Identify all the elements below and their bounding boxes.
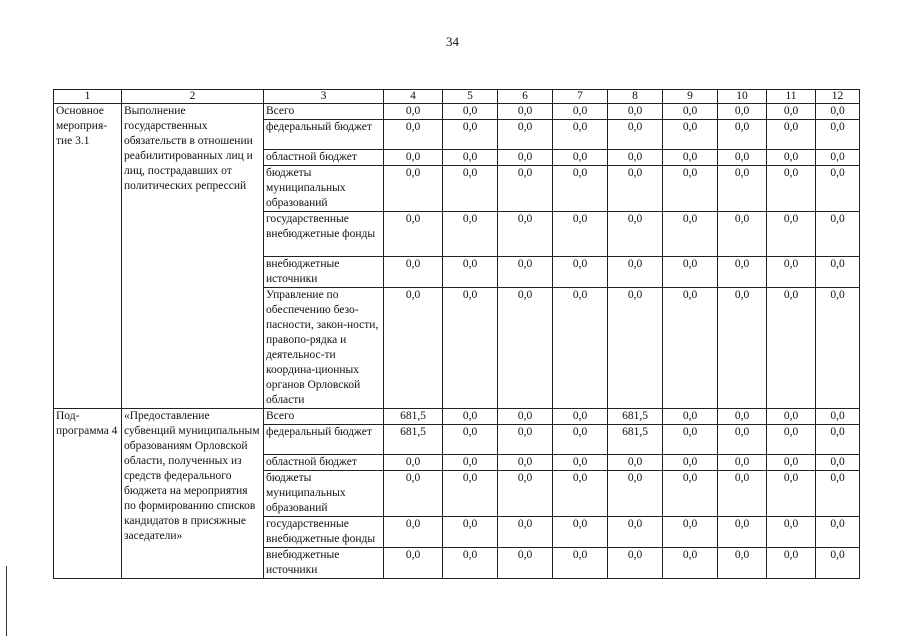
value-cell: 0,0 xyxy=(767,288,816,409)
value-cell: 0,0 xyxy=(498,517,553,548)
value-cell: 0,0 xyxy=(663,257,718,288)
value-cell: 0,0 xyxy=(718,288,767,409)
value-cell: 0,0 xyxy=(384,455,443,471)
value-cell: 0,0 xyxy=(498,150,553,166)
value-cell: 0,0 xyxy=(553,212,608,257)
value-cell: 681,5 xyxy=(384,409,443,425)
value-cell: 0,0 xyxy=(718,425,767,455)
value-cell: 0,0 xyxy=(443,471,498,517)
value-cell: 0,0 xyxy=(553,104,608,120)
value-cell: 0,0 xyxy=(553,517,608,548)
value-cell: 0,0 xyxy=(608,104,663,120)
value-cell: 0,0 xyxy=(608,257,663,288)
value-cell: 0,0 xyxy=(608,548,663,579)
value-cell: 0,0 xyxy=(767,212,816,257)
program-title: Выполнение государственных обязательств в отношении реабилитированных лиц и лиц, пострадавших от политических репрессий xyxy=(122,104,264,409)
value-cell: 0,0 xyxy=(443,409,498,425)
header-cell: 11 xyxy=(767,90,816,104)
value-cell: 0,0 xyxy=(816,548,860,579)
budget-table xyxy=(53,89,860,579)
value-cell: 0,0 xyxy=(663,409,718,425)
funding-source: федеральный бюджет xyxy=(264,120,384,150)
value-cell: 0,0 xyxy=(767,471,816,517)
value-cell: 0,0 xyxy=(718,166,767,212)
value-cell: 0,0 xyxy=(718,455,767,471)
budget-table-body xyxy=(54,90,860,579)
value-cell: 0,0 xyxy=(718,257,767,288)
value-cell: 0,0 xyxy=(443,104,498,120)
value-cell: 0,0 xyxy=(718,471,767,517)
header-cell: 8 xyxy=(608,90,663,104)
value-cell: 0,0 xyxy=(498,471,553,517)
value-cell: 0,0 xyxy=(553,120,608,150)
value-cell: 0,0 xyxy=(553,548,608,579)
value-cell: 0,0 xyxy=(663,150,718,166)
value-cell: 0,0 xyxy=(384,150,443,166)
value-cell: 0,0 xyxy=(718,150,767,166)
value-cell: 0,0 xyxy=(767,104,816,120)
program-code: Основное мероприя-тие 3.1 xyxy=(54,104,122,409)
value-cell: 0,0 xyxy=(718,104,767,120)
value-cell: 0,0 xyxy=(384,548,443,579)
value-cell: 0,0 xyxy=(498,455,553,471)
value-cell: 0,0 xyxy=(718,212,767,257)
value-cell: 0,0 xyxy=(608,212,663,257)
header-cell: 3 xyxy=(264,90,384,104)
value-cell: 0,0 xyxy=(663,104,718,120)
table-row xyxy=(54,104,860,120)
value-cell: 0,0 xyxy=(767,120,816,150)
value-cell: 0,0 xyxy=(384,517,443,548)
value-cell: 0,0 xyxy=(608,166,663,212)
value-cell: 0,0 xyxy=(816,120,860,150)
value-cell: 0,0 xyxy=(498,548,553,579)
value-cell: 0,0 xyxy=(816,257,860,288)
funding-source: бюджеты муниципальных образований xyxy=(264,166,384,212)
value-cell: 0,0 xyxy=(498,257,553,288)
value-cell: 0,0 xyxy=(663,548,718,579)
value-cell: 0,0 xyxy=(718,409,767,425)
value-cell: 0,0 xyxy=(498,120,553,150)
value-cell: 0,0 xyxy=(608,517,663,548)
value-cell: 0,0 xyxy=(498,166,553,212)
value-cell: 0,0 xyxy=(498,425,553,455)
header-cell: 5 xyxy=(443,90,498,104)
value-cell: 0,0 xyxy=(443,150,498,166)
value-cell: 0,0 xyxy=(443,548,498,579)
value-cell: 0,0 xyxy=(816,409,860,425)
value-cell: 0,0 xyxy=(663,166,718,212)
value-cell: 0,0 xyxy=(608,455,663,471)
value-cell: 0,0 xyxy=(663,517,718,548)
value-cell: 681,5 xyxy=(384,425,443,455)
value-cell: 0,0 xyxy=(718,120,767,150)
value-cell: 0,0 xyxy=(443,212,498,257)
value-cell: 0,0 xyxy=(663,471,718,517)
value-cell: 0,0 xyxy=(608,120,663,150)
value-cell: 0,0 xyxy=(384,212,443,257)
margin-line xyxy=(6,566,7,636)
value-cell: 0,0 xyxy=(816,288,860,409)
value-cell: 0,0 xyxy=(553,409,608,425)
value-cell: 0,0 xyxy=(384,471,443,517)
value-cell: 0,0 xyxy=(443,166,498,212)
value-cell: 0,0 xyxy=(443,425,498,455)
header-cell: 4 xyxy=(384,90,443,104)
value-cell: 0,0 xyxy=(498,409,553,425)
value-cell: 0,0 xyxy=(443,517,498,548)
value-cell: 0,0 xyxy=(553,471,608,517)
value-cell: 0,0 xyxy=(767,409,816,425)
funding-source: областной бюджет xyxy=(264,455,384,471)
value-cell: 0,0 xyxy=(553,288,608,409)
value-cell: 0,0 xyxy=(663,120,718,150)
value-cell: 0,0 xyxy=(608,288,663,409)
value-cell: 0,0 xyxy=(816,425,860,455)
value-cell: 0,0 xyxy=(816,150,860,166)
value-cell: 0,0 xyxy=(498,288,553,409)
value-cell: 0,0 xyxy=(384,166,443,212)
page-number: 34 xyxy=(446,34,459,49)
value-cell: 0,0 xyxy=(553,166,608,212)
value-cell: 0,0 xyxy=(767,166,816,212)
funding-source: бюджеты муниципальных образований xyxy=(264,471,384,517)
value-cell: 0,0 xyxy=(663,455,718,471)
value-cell: 0,0 xyxy=(767,455,816,471)
value-cell: 0,0 xyxy=(498,104,553,120)
value-cell: 0,0 xyxy=(553,257,608,288)
value-cell: 0,0 xyxy=(608,471,663,517)
header-cell: 10 xyxy=(718,90,767,104)
funding-source: внебюджетные источники xyxy=(264,257,384,288)
value-cell: 0,0 xyxy=(443,257,498,288)
table-row xyxy=(54,409,860,425)
value-cell: 0,0 xyxy=(816,104,860,120)
program-title: «Предоставление субвенций муниципальным образованиям Орловской области, полученных из средств федерального бюджета на мероприятия по формированию списков кандидатов в присяжные заседатели» xyxy=(122,409,264,579)
value-cell: 0,0 xyxy=(816,166,860,212)
value-cell: 0,0 xyxy=(443,120,498,150)
value-cell: 0,0 xyxy=(767,548,816,579)
value-cell: 0,0 xyxy=(663,425,718,455)
value-cell: 0,0 xyxy=(816,212,860,257)
value-cell: 0,0 xyxy=(384,257,443,288)
value-cell: 0,0 xyxy=(663,212,718,257)
value-cell: 0,0 xyxy=(718,548,767,579)
funding-source: государственные внебюджетные фонды xyxy=(264,212,384,257)
header-cell: 12 xyxy=(816,90,860,104)
value-cell: 0,0 xyxy=(767,150,816,166)
value-cell: 0,0 xyxy=(498,212,553,257)
value-cell: 0,0 xyxy=(767,517,816,548)
funding-source: Управление по обеспечению безо-пасности, закон-ности, правопо-рядка и деятельнос-ти координа-ционных органов Орловской области xyxy=(264,288,384,409)
value-cell: 681,5 xyxy=(608,409,663,425)
value-cell: 0,0 xyxy=(608,150,663,166)
value-cell: 0,0 xyxy=(384,288,443,409)
value-cell: 0,0 xyxy=(443,288,498,409)
value-cell: 0,0 xyxy=(663,288,718,409)
funding-source: областной бюджет xyxy=(264,150,384,166)
header-cell: 1 xyxy=(54,90,122,104)
header-cell: 7 xyxy=(553,90,608,104)
value-cell: 0,0 xyxy=(767,425,816,455)
funding-source: внебюджетные источники xyxy=(264,548,384,579)
value-cell: 0,0 xyxy=(384,120,443,150)
program-code: Под-программа 4 xyxy=(54,409,122,579)
value-cell: 0,0 xyxy=(767,257,816,288)
header-cell: 2 xyxy=(122,90,264,104)
value-cell: 0,0 xyxy=(553,425,608,455)
funding-source: федеральный бюджет xyxy=(264,425,384,455)
funding-source: Всего xyxy=(264,104,384,120)
header-cell: 6 xyxy=(498,90,553,104)
header-cell: 9 xyxy=(663,90,718,104)
funding-source: государственные внебюджетные фонды xyxy=(264,517,384,548)
value-cell: 0,0 xyxy=(816,471,860,517)
funding-source: Всего xyxy=(264,409,384,425)
value-cell: 0,0 xyxy=(718,517,767,548)
header-row xyxy=(54,90,860,104)
value-cell: 0,0 xyxy=(553,455,608,471)
value-cell: 681,5 xyxy=(608,425,663,455)
value-cell: 0,0 xyxy=(816,455,860,471)
value-cell: 0,0 xyxy=(443,455,498,471)
value-cell: 0,0 xyxy=(384,104,443,120)
value-cell: 0,0 xyxy=(553,150,608,166)
value-cell: 0,0 xyxy=(816,517,860,548)
